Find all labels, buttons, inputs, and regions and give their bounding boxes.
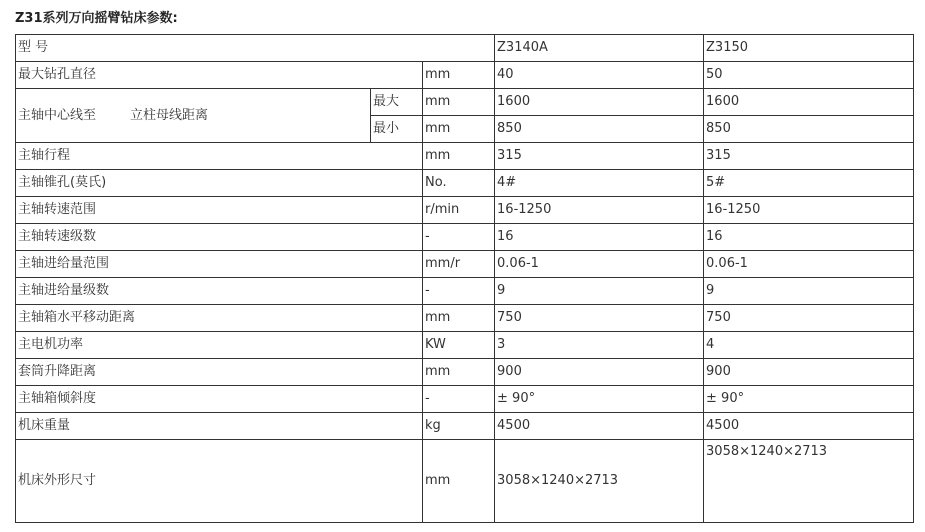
table-row [16, 62, 914, 89]
header-model-b: Z3150 [704, 35, 914, 62]
row-value-a: 40 [495, 62, 704, 89]
row-unit: r/min [423, 197, 495, 224]
row-value-b: 850 [704, 116, 914, 143]
row-value-b: 4500 [704, 413, 914, 440]
table-row [16, 278, 914, 305]
table-row [16, 170, 914, 197]
row-value-b: 750 [704, 305, 914, 332]
row-label-distance [16, 89, 371, 143]
row-value-b: ± 90° [704, 386, 914, 413]
row-value-b: 1600 [704, 89, 914, 116]
row-unit: mm [423, 89, 495, 116]
table-header-row [16, 35, 914, 62]
header-model-a: Z3140A [495, 35, 704, 62]
page-title: Z31系列万向摇臂钻床参数: [15, 11, 178, 26]
table-row [16, 89, 914, 116]
row-value-b: 50 [704, 62, 914, 89]
row-value-a: 1600 [495, 89, 704, 116]
row-value-a: 315 [495, 143, 704, 170]
row-unit: - [423, 278, 495, 305]
row-label: 机床重量 [16, 413, 423, 440]
row-value-a: 0.06-1 [495, 251, 704, 278]
table-row [16, 251, 914, 278]
row-value-a: 3 [495, 332, 704, 359]
row-label-right: 立柱母线距离 [130, 107, 209, 123]
row-value-a: 16 [495, 224, 704, 251]
row-value-a: 850 [495, 116, 704, 143]
row-label: 主轴转速范围 [16, 197, 423, 224]
row-value-b: 315 [704, 143, 914, 170]
row-sublabel-max: 最大 [371, 89, 423, 116]
row-value-a: 9 [495, 278, 704, 305]
row-value-b: 3058×1240×2713 [704, 440, 914, 523]
table-row [16, 440, 914, 523]
row-unit: - [423, 386, 495, 413]
row-value-b: 16-1250 [704, 197, 914, 224]
header-model-label: 型 号 [16, 35, 495, 62]
row-unit: mm [423, 440, 495, 523]
row-unit: mm [423, 305, 495, 332]
row-value-b: 9 [704, 278, 914, 305]
row-label: 主轴行程 [16, 143, 423, 170]
row-label: 主轴箱倾斜度 [16, 386, 423, 413]
row-label: 套筒升降距离 [16, 359, 423, 386]
spec-table [15, 34, 914, 523]
row-unit: mm/r [423, 251, 495, 278]
row-value-a: 4# [495, 170, 704, 197]
row-value-b: 4 [704, 332, 914, 359]
table-row [16, 413, 914, 440]
row-label: 主轴转速级数 [16, 224, 423, 251]
row-unit: mm [423, 62, 495, 89]
row-value-a: 3058×1240×2713 [495, 440, 704, 523]
row-unit: mm [423, 143, 495, 170]
row-label: 主轴箱水平移动距离 [16, 305, 423, 332]
table-row [16, 143, 914, 170]
row-value-a: 750 [495, 305, 704, 332]
row-label: 主轴锥孔(莫氏) [16, 170, 423, 197]
table-row [16, 305, 914, 332]
row-value-a: 16-1250 [495, 197, 704, 224]
row-label: 主电机功率 [16, 332, 423, 359]
row-value-a: ± 90° [495, 386, 704, 413]
table-row [16, 224, 914, 251]
table-row [16, 386, 914, 413]
row-value-a: 900 [495, 359, 704, 386]
row-label: 机床外形尺寸 [16, 440, 423, 523]
row-value-b: 0.06-1 [704, 251, 914, 278]
row-label: 主轴进给量范围 [16, 251, 423, 278]
row-unit: - [423, 224, 495, 251]
row-value-b: 5# [704, 170, 914, 197]
row-label-left: 主轴中心线至 [18, 107, 97, 123]
table-row [16, 197, 914, 224]
row-label: 最大钻孔直径 [16, 62, 423, 89]
row-value-b: 900 [704, 359, 914, 386]
row-unit: No. [423, 170, 495, 197]
row-unit: KW [423, 332, 495, 359]
row-unit: mm [423, 116, 495, 143]
row-unit: kg [423, 413, 495, 440]
row-label: 主轴进给量级数 [16, 278, 423, 305]
table-row [16, 359, 914, 386]
row-sublabel-min: 最小 [371, 116, 423, 143]
table-row [16, 332, 914, 359]
row-value-b: 16 [704, 224, 914, 251]
row-unit: mm [423, 359, 495, 386]
row-value-a: 4500 [495, 413, 704, 440]
